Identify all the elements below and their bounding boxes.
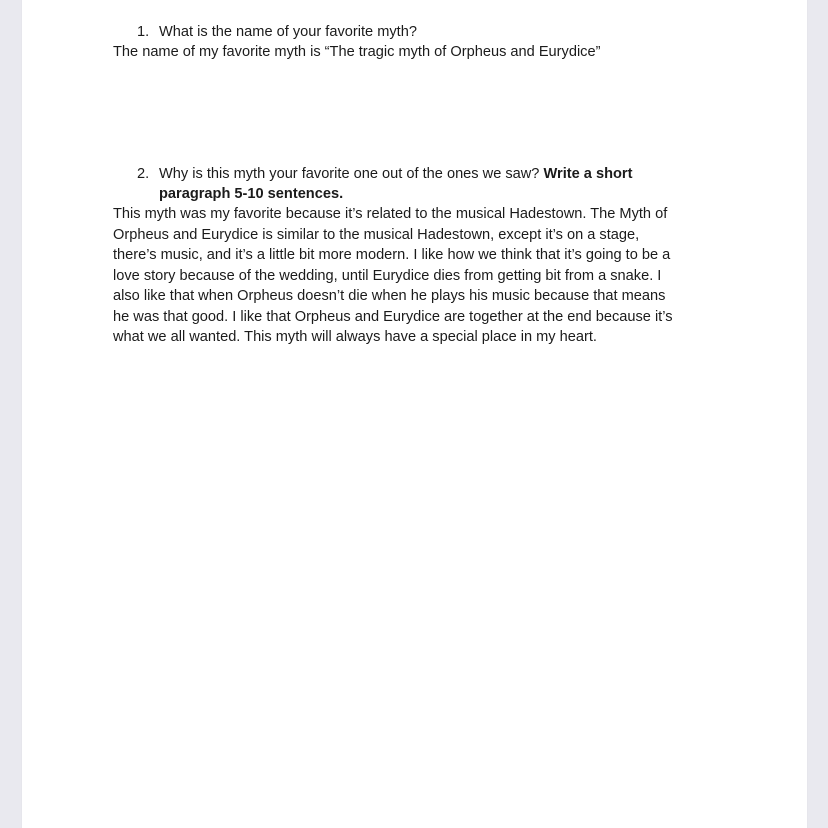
question-1-number: 1. xyxy=(137,24,150,40)
question-1-text: What is the name of your favorite myth? xyxy=(159,24,417,40)
question-2-bold-instruction: Write a short xyxy=(543,166,633,182)
answer-2-line: love story because of the wedding, until Eurydice dies from getting bit from a snake. I xyxy=(113,267,662,284)
question-2-number: 2. xyxy=(137,166,150,182)
answer-2-line: he was that good. I like that Orpheus and Eurydice are together at the end because it’s xyxy=(113,308,673,325)
question-2-text: Why is this myth your favorite one out of the ones we saw? xyxy=(159,166,540,182)
answer-2-line: what we all wanted. This myth will always have a special place in my heart. xyxy=(113,329,597,345)
answer-2-line: there’s music, and it’s a little bit more modern. I like how we think that it’s going to be a xyxy=(113,247,671,263)
answer-2-line: Orpheus and Eurydice is similar to the musical Hadestown, except it’s on a stage, xyxy=(113,226,640,243)
answer-2-line: also like that when Orpheus doesn’t die when he plays his music because that means xyxy=(113,288,666,304)
document-page xyxy=(22,0,807,828)
answer-1: The name of my favorite myth is “The tragic myth of Orpheus and Eurydice” xyxy=(113,44,601,60)
answer-2-line: This myth was my favorite because it’s related to the musical Hadestown. The Myth of xyxy=(113,206,668,222)
question-2-bold-instruction-cont: paragraph 5-10 sentences. xyxy=(159,186,344,202)
